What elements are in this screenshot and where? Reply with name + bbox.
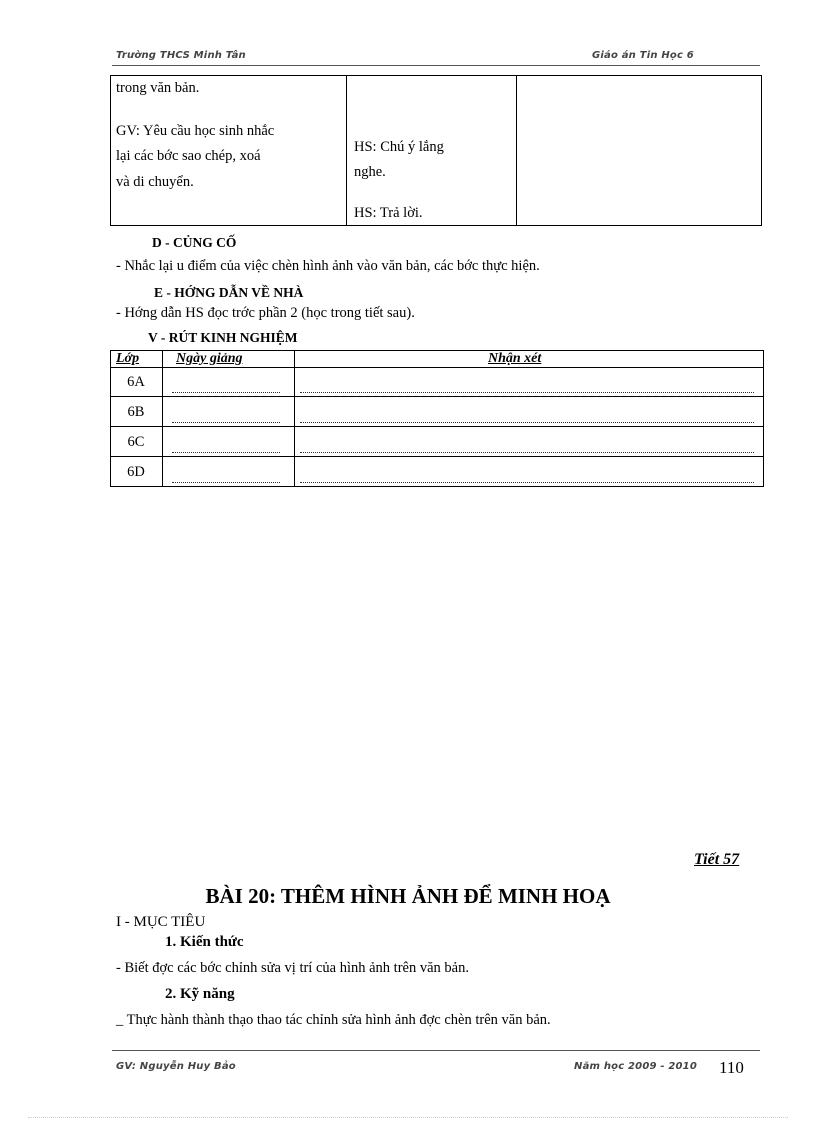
footer-teacher: GV: Nguyễn Huy Bảo <box>116 1061 236 1072</box>
knowledge-heading: 1. Kiến thức <box>165 934 244 950</box>
evaluation-comment-blank <box>300 392 754 393</box>
activity-col1-line1: trong văn bản. <box>116 80 200 96</box>
evaluation-row-class: 6D <box>127 464 145 480</box>
section-1-heading: I - MỤC TIÊU <box>116 914 206 930</box>
evaluation-comment-blank <box>300 452 754 453</box>
evaluation-date-blank <box>172 452 280 453</box>
evaluation-row-rule-3 <box>110 456 764 457</box>
activity-col2-line1: HS: Chú ý lắng <box>354 139 444 155</box>
section-v-heading: V - RÚT KINH NGHIỆM <box>148 330 298 345</box>
header-rule <box>112 65 760 66</box>
header-school: Trường THCS Minh Tân <box>116 50 246 61</box>
evaluation-row-rule-2 <box>110 426 764 427</box>
activity-col-divider-1 <box>346 75 347 226</box>
knowledge-text: - Biết đợc các bớc chỉnh sửa vị trí của hình ảnh trên văn bản. <box>116 960 469 976</box>
evaluation-col-class: Lớp <box>116 351 140 366</box>
evaluation-comment-blank <box>300 482 754 483</box>
evaluation-row-class: 6B <box>127 404 145 420</box>
activity-col1-line2: GV: Yêu cầu học sinh nhắc <box>116 123 275 139</box>
section-d-heading: D - CỦNG CỐ <box>152 235 237 250</box>
evaluation-col-divider-2 <box>294 350 295 487</box>
evaluation-comment-blank <box>300 422 754 423</box>
lesson-period: Tiết 57 <box>694 851 740 868</box>
skills-heading: 2. Kỹ năng <box>165 986 235 1002</box>
skills-text: _ Thực hành thành thạo thao tác chỉnh sửa hình ảnh đợc chèn trên văn bản. <box>116 1012 551 1028</box>
section-e-text: - Hớng dẫn HS đọc trớc phần 2 (học trong tiết sau). <box>116 305 415 321</box>
evaluation-table-border <box>110 350 764 487</box>
footer-school-year: Năm học 2009 - 2010 <box>574 1061 697 1072</box>
header-subject: Giáo án Tin Học 6 <box>592 50 694 61</box>
lesson-title: BÀI 20: THÊM HÌNH ẢNH ĐỂ MINH HOẠ <box>205 884 611 908</box>
evaluation-col-divider-1 <box>162 350 163 487</box>
section-d-text: - Nhắc lại u điểm của việc chèn hình ảnh vào văn bản, các bớc thực hiện. <box>116 258 540 274</box>
section-e-heading: E - HỚNG DẪN VỀ NHÀ <box>154 285 304 300</box>
activity-col1-line3: lại các bớc sao chép, xoá <box>116 148 261 164</box>
evaluation-col-date: Ngày giảng <box>176 351 243 366</box>
evaluation-row-class: 6A <box>127 374 145 390</box>
activity-col-divider-2 <box>516 75 517 226</box>
activity-col2-line2: nghe. <box>354 164 386 180</box>
evaluation-row-class: 6C <box>127 434 145 450</box>
evaluation-date-blank <box>172 482 280 483</box>
activity-col1-line4: và di chuyển. <box>116 174 194 190</box>
evaluation-header-rule <box>110 367 764 368</box>
page-bottom-border <box>28 1117 788 1118</box>
evaluation-date-blank <box>172 392 280 393</box>
evaluation-row-rule-1 <box>110 396 764 397</box>
evaluation-col-comment: Nhận xét <box>488 351 542 366</box>
page-number: 110 <box>719 1058 744 1077</box>
activity-col2-line3: HS: Trả lời. <box>354 205 423 221</box>
footer-rule <box>112 1050 760 1051</box>
evaluation-date-blank <box>172 422 280 423</box>
